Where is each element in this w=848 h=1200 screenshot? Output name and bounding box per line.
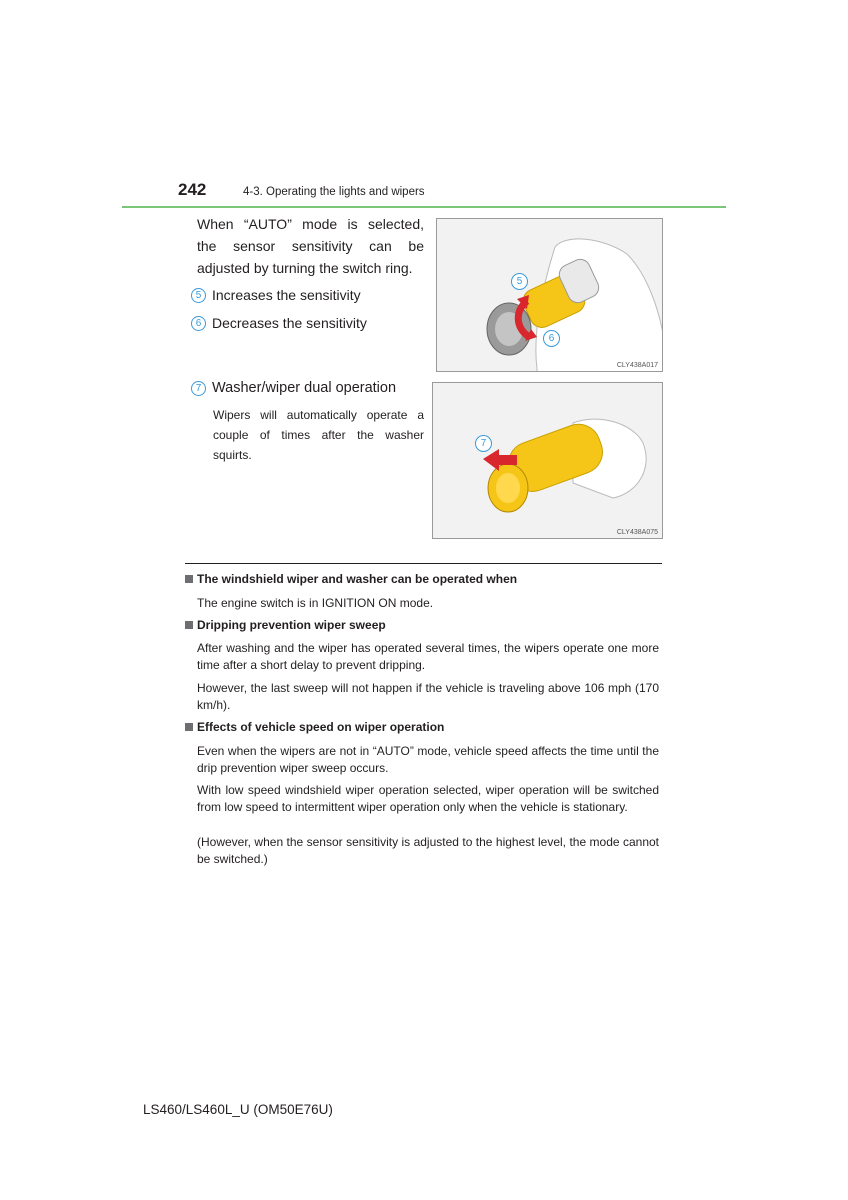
bullet-square-icon [185,575,193,583]
page-number: 242 [178,180,207,199]
bullet-square-icon [185,723,193,731]
footer-model-code: LS460/LS460L_U (OM50E76U) [143,1102,333,1117]
intro-line-2: the sensor sensitivity can be [197,238,424,254]
section-title: 4-3. Operating the lights and wipers [243,186,425,198]
note-paragraph: After washing and the wiper has operated several times, the wipers operate one more time after a short delay to prevent dripping. [197,641,659,672]
figure-sensitivity-ring [436,218,663,372]
note-paragraph: Even when the wipers are not in “AUTO” mode, vehicle speed affects the time until the drip prevention wiper sweep occurs. [197,744,659,775]
item-label: Decreases the sensitivity [212,315,367,331]
figure-washer-operation [432,382,663,539]
note-heading-text: Dripping prevention wiper sweep [197,618,386,632]
intro-line-1: When “AUTO” mode is selected, [197,216,424,232]
note-heading-text: Effects of vehicle speed on wiper operation [197,720,445,734]
washer-description: Wipers will automatically operate a couple of times after the washer squirts. [213,408,424,462]
note-paragraph: (However, when the sensor sensitivity is adjusted to the highest level, the mode cannot be switched.) [197,835,659,866]
item-decrease-sensitivity [191,315,367,331]
number-5-icon: 5 [191,288,206,303]
note-heading-dripping-prevention [185,618,386,632]
note-paragraph: With low speed windshield wiper operation selected, wiper operation will be switched from low speed to intermittent wiper operation only when the vehicle is stationary. [197,783,659,814]
callout-7-icon: 7 [475,435,492,452]
figure-code: CLY438A017 [616,362,658,369]
number-6-icon: 6 [191,316,206,331]
washer-operation-illustration [433,383,663,539]
intro-line-3: adjusted by turning the switch ring. [197,260,413,276]
note-paragraph: The engine switch is in IGNITION ON mode. [197,596,434,610]
notes-divider [185,563,662,564]
note-heading-text: The windshield wiper and washer can be operated when [197,572,518,586]
intro-text [197,213,424,279]
header-rule [122,206,726,208]
item-washer-wiper [191,380,396,396]
number-7-icon: 7 [191,381,206,396]
item-label: Increases the sensitivity [212,287,361,303]
sensitivity-ring-illustration [437,219,663,372]
bullet-square-icon [185,621,193,629]
figure-code: CLY438A075 [616,529,658,536]
item-label: Washer/wiper dual operation [212,380,397,396]
item-increase-sensitivity [191,287,361,303]
callout-5-icon: 5 [511,273,528,290]
note-heading-vehicle-speed [185,720,444,734]
note-paragraph: However, the last sweep will not happen if the vehicle is traveling above 106 mph (170 km/h). [197,681,659,712]
callout-6-icon: 6 [543,330,560,347]
note-heading-operated-when [185,572,517,586]
